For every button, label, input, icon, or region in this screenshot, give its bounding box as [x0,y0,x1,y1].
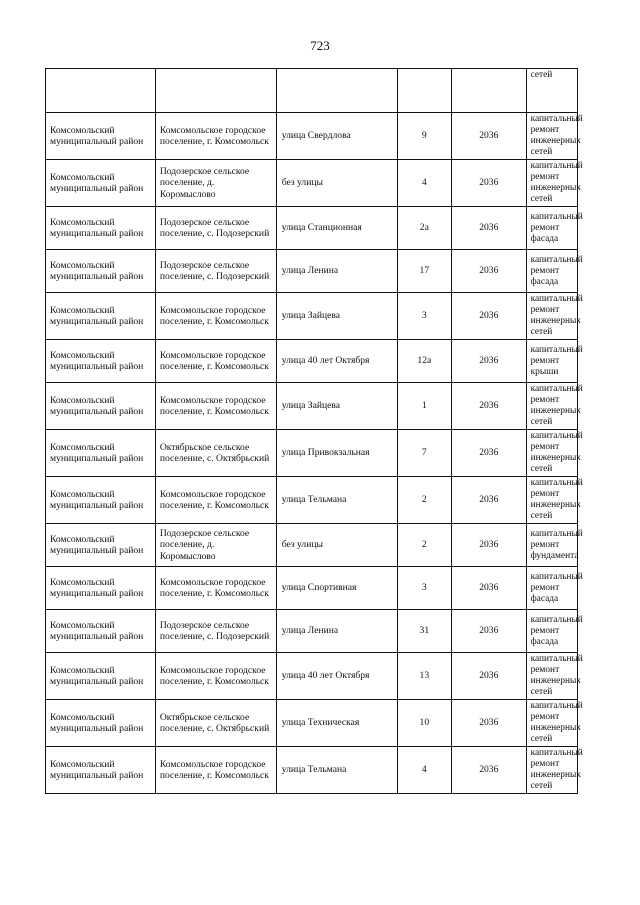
year-cell: 2036 [452,700,527,747]
district-cell: Комсомольский муниципальный район [46,610,156,653]
house-number-cell: 2а [397,207,451,250]
table-row [46,207,578,250]
settlement-cell: Подозерское сельское поселение, с. Подозерский [155,250,276,293]
street-cell: без улицы [276,160,397,207]
house-number-cell: 2 [397,477,451,524]
year-cell: 2036 [452,477,527,524]
table-row [46,610,578,653]
work-type-cell: капитальный ремонт фасада [526,250,577,293]
table-row [46,653,578,700]
work-type-cell: капитальный ремонт фундамента [526,524,577,567]
settlement-cell: Комсомольское городское поселение, г. Комсомольск [155,340,276,383]
year-cell: 2036 [452,160,527,207]
year-cell: 2036 [452,383,527,430]
house-number-cell: 10 [397,700,451,747]
street-cell: улица Ленина [276,250,397,293]
district-cell [46,69,156,113]
work-type-cell: капитальный ремонт фасада [526,207,577,250]
settlement-cell: Подозерское сельское поселение, с. Подозерский [155,610,276,653]
table-row [46,567,578,610]
year-cell [452,69,527,113]
work-type-cell: капитальный ремонт крыши [526,340,577,383]
year-cell: 2036 [452,567,527,610]
district-cell: Комсомольский муниципальный район [46,477,156,524]
street-cell: без улицы [276,524,397,567]
table-row [46,430,578,477]
street-cell: улица Ленина [276,610,397,653]
table-row [46,160,578,207]
work-type-cell: капитальный ремонт инженерных сетей [526,293,577,340]
settlement-cell: Октябрьское сельское поселение, с. Октябрьский [155,700,276,747]
table-row [46,477,578,524]
table-row [46,293,578,340]
house-number-cell: 4 [397,160,451,207]
work-type-cell: капитальный ремонт инженерных сетей [526,477,577,524]
house-number-cell: 9 [397,113,451,160]
street-cell: улица Зайцева [276,293,397,340]
district-cell: Комсомольский муниципальный район [46,524,156,567]
district-cell: Комсомольский муниципальный район [46,700,156,747]
table-row-continued [46,69,578,113]
settlement-cell: Комсомольское городское поселение, г. Комсомольск [155,113,276,160]
settlement-cell: Комсомольское городское поселение, г. Комсомольск [155,653,276,700]
street-cell: улица Привокзальная [276,430,397,477]
work-type-cell: капитальный ремонт фасада [526,567,577,610]
house-number-cell: 31 [397,610,451,653]
district-cell: Комсомольский муниципальный район [46,383,156,430]
registry-table [45,68,583,794]
work-type-cell: сетей [526,69,577,113]
year-cell: 2036 [452,250,527,293]
year-cell: 2036 [452,113,527,160]
year-cell: 2036 [452,653,527,700]
work-type-cell: капитальный ремонт инженерных сетей [526,747,577,794]
district-cell: Комсомольский муниципальный район [46,207,156,250]
year-cell: 2036 [452,430,527,477]
settlement-cell: Октябрьское сельское поселение, с. Октябрьский [155,430,276,477]
street-cell: улица Спортивная [276,567,397,610]
year-cell: 2036 [452,340,527,383]
work-type-cell: капитальный ремонт фасада [526,610,577,653]
year-cell: 2036 [452,207,527,250]
work-type-cell: капитальный ремонт инженерных сетей [526,700,577,747]
house-number-cell: 4 [397,747,451,794]
district-cell: Комсомольский муниципальный район [46,293,156,340]
street-cell: улица Техническая [276,700,397,747]
page-number: 723 [310,38,330,53]
table-row [46,700,578,747]
house-number-cell: 17 [397,250,451,293]
district-cell: Комсомольский муниципальный район [46,567,156,610]
settlement-cell: Комсомольское городское поселение, г. Комсомольск [155,747,276,794]
district-cell: Комсомольский муниципальный район [46,747,156,794]
house-number-cell: 1 [397,383,451,430]
district-cell: Комсомольский муниципальный район [46,653,156,700]
year-cell: 2036 [452,610,527,653]
registry-table-body [46,69,583,794]
street-cell: улица Тельмана [276,477,397,524]
house-number-cell: 3 [397,293,451,340]
district-cell: Комсомольский муниципальный район [46,160,156,207]
table-row [46,340,578,383]
settlement-cell: Комсомольское городское поселение, г. Комсомольск [155,293,276,340]
table-row [46,747,578,794]
work-type-cell: капитальный ремонт инженерных сетей [526,653,577,700]
table-row [46,383,578,430]
settlement-cell: Подозерское сельское поселение, д. Коромыслово [155,160,276,207]
work-type-cell: капитальный ремонт инженерных сетей [526,113,577,160]
street-cell: улица 40 лет Октября [276,653,397,700]
house-number-cell: 3 [397,567,451,610]
house-number-cell: 13 [397,653,451,700]
district-cell: Комсомольский муниципальный район [46,340,156,383]
district-cell: Комсомольский муниципальный район [46,250,156,293]
street-cell: улица Свердлова [276,113,397,160]
table-row [46,250,578,293]
house-number-cell: 2 [397,524,451,567]
settlement-cell [155,69,276,113]
year-cell: 2036 [452,293,527,340]
year-cell: 2036 [452,524,527,567]
settlement-cell: Комсомольское городское поселение, г. Комсомольск [155,477,276,524]
street-cell [276,69,397,113]
district-cell: Комсомольский муниципальный район [46,430,156,477]
house-number-cell: 7 [397,430,451,477]
house-number-cell: 12а [397,340,451,383]
table-row [46,524,578,567]
settlement-cell: Комсомольское городское поселение, г. Комсомольск [155,383,276,430]
year-cell: 2036 [452,747,527,794]
house-number-cell [397,69,451,113]
settlement-cell: Подозерское сельское поселение, с. Подозерский [155,207,276,250]
work-type-cell: капитальный ремонт инженерных сетей [526,383,577,430]
district-cell: Комсомольский муниципальный район [46,113,156,160]
table-row [46,113,578,160]
street-cell: улица 40 лет Октября [276,340,397,383]
street-cell: улица Зайцева [276,383,397,430]
settlement-cell: Подозерское сельское поселение, д. Коромыслово [155,524,276,567]
street-cell: улица Станционная [276,207,397,250]
work-type-cell: капитальный ремонт инженерных сетей [526,160,577,207]
street-cell: улица Тельмана [276,747,397,794]
settlement-cell: Комсомольское городское поселение, г. Комсомольск [155,567,276,610]
work-type-cell: капитальный ремонт инженерных сетей [526,430,577,477]
